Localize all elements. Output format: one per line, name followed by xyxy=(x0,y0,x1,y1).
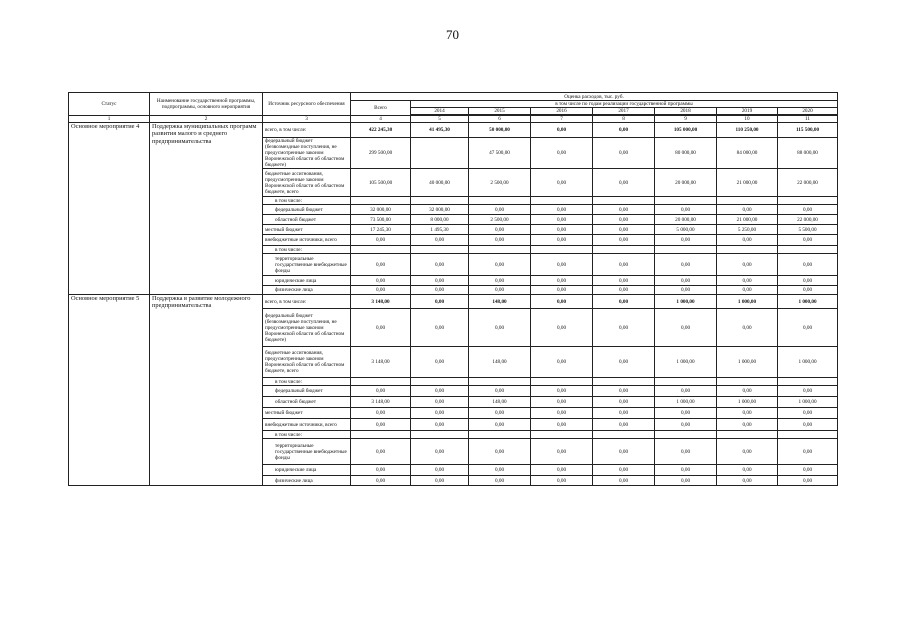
value-cell xyxy=(717,246,778,254)
value-cell xyxy=(593,197,655,205)
value-cell: 0,00 xyxy=(469,386,531,397)
value-cell: 0,00 xyxy=(655,465,717,476)
value-cell xyxy=(351,246,411,254)
value-cell: 0,00 xyxy=(469,286,531,295)
value-cell: 0,00 xyxy=(469,465,531,476)
value-cell: 2 500,00 xyxy=(469,169,531,197)
value-cell: 8 000,00 xyxy=(411,215,469,225)
value-cell: 0,00 xyxy=(411,386,469,397)
value-cell: 0,00 xyxy=(778,386,838,397)
value-cell xyxy=(593,378,655,386)
value-cell: 0,00 xyxy=(778,476,838,486)
value-cell: 0,00 xyxy=(411,347,469,378)
value-cell: 110 250,00 xyxy=(717,123,778,138)
value-cell: 0,00 xyxy=(593,235,655,246)
value-cell: 0,00 xyxy=(469,235,531,246)
value-cell xyxy=(531,431,593,439)
value-cell xyxy=(593,431,655,439)
value-cell: 0,00 xyxy=(351,309,411,347)
value-cell: 0,00 xyxy=(469,205,531,215)
value-cell: 5 500,00 xyxy=(778,225,838,235)
value-cell: 0,00 xyxy=(717,286,778,295)
value-cell: 0,00 xyxy=(778,309,838,347)
value-cell: 3 148,00 xyxy=(351,295,411,309)
value-cell xyxy=(717,197,778,205)
value-cell: 0,00 xyxy=(778,408,838,419)
value-cell: 0,00 xyxy=(411,419,469,431)
value-cell xyxy=(655,431,717,439)
value-cell: 0,00 xyxy=(531,476,593,486)
value-cell: 0,00 xyxy=(593,225,655,235)
value-cell: 0,00 xyxy=(593,347,655,378)
value-cell: 105 500,00 xyxy=(351,169,411,197)
value-cell: 0,00 xyxy=(411,476,469,486)
value-cell: 0,00 xyxy=(778,286,838,295)
value-cell xyxy=(469,378,531,386)
table-row xyxy=(69,123,838,138)
value-cell xyxy=(717,378,778,386)
header-year: 2020 xyxy=(778,108,838,115)
value-cell: 0,00 xyxy=(778,439,838,465)
value-cell: 0,00 xyxy=(593,476,655,486)
value-cell xyxy=(531,197,593,205)
value-cell: 0,00 xyxy=(593,419,655,431)
source-label: бюджетные ассигнования, предусмотренные законом Воронежской области об областном бюджете, всего xyxy=(263,169,351,197)
value-cell: 0,00 xyxy=(469,439,531,465)
header-status: Статус xyxy=(69,93,150,116)
value-cell: 40 000,00 xyxy=(411,169,469,197)
value-cell: 0,00 xyxy=(531,138,593,169)
value-cell: 0,00 xyxy=(655,205,717,215)
value-cell xyxy=(778,197,838,205)
header-year: 2014 xyxy=(411,108,469,115)
source-label: территориальные государственные внебюджетные фонды xyxy=(263,254,351,276)
value-cell: 32 000,00 xyxy=(351,205,411,215)
section-name: Поддержка в развитие молодежного предпринимательства xyxy=(150,295,263,486)
col-number: 11 xyxy=(778,116,838,123)
value-cell: 0,00 xyxy=(778,235,838,246)
value-cell: 0,00 xyxy=(531,276,593,286)
source-label: в том числе: xyxy=(263,197,351,205)
value-cell: 299 500,00 xyxy=(351,138,411,169)
header-year: 2018 xyxy=(655,108,717,115)
value-cell xyxy=(655,246,717,254)
source-label: федеральный бюджет xyxy=(263,205,351,215)
value-cell: 0,00 xyxy=(411,408,469,419)
value-cell: 148,00 xyxy=(469,347,531,378)
value-cell: 0,00 xyxy=(411,286,469,295)
value-cell: 22 000,00 xyxy=(778,215,838,225)
source-label: внебюджетные источники, всего xyxy=(263,235,351,246)
source-label: юридические лица xyxy=(263,276,351,286)
value-cell: 0,00 xyxy=(717,205,778,215)
section-name: Поддержка муниципальных программ развития малого и среднего предпринимательства xyxy=(150,123,263,295)
value-cell: 0,00 xyxy=(655,408,717,419)
value-cell: 84 000,00 xyxy=(717,138,778,169)
value-cell: 1 000,00 xyxy=(778,397,838,408)
source-label: местный бюджет xyxy=(263,408,351,419)
value-cell: 0,00 xyxy=(531,169,593,197)
value-cell: 0,00 xyxy=(593,254,655,276)
value-cell: 0,00 xyxy=(531,408,593,419)
value-cell: 0,00 xyxy=(469,408,531,419)
col-number: 3 xyxy=(263,116,351,123)
value-cell: 0,00 xyxy=(655,235,717,246)
section-status: Основное мероприятие 4 xyxy=(69,123,150,295)
col-number: 8 xyxy=(593,116,655,123)
value-cell xyxy=(411,197,469,205)
table-row xyxy=(69,295,838,309)
value-cell xyxy=(351,378,411,386)
col-number: 7 xyxy=(531,116,593,123)
section-status: Основное мероприятие 5 xyxy=(69,295,150,486)
value-cell: 0,00 xyxy=(351,419,411,431)
source-label: в том числе: xyxy=(263,246,351,254)
value-cell: 115 500,00 xyxy=(778,123,838,138)
value-cell: 0,00 xyxy=(778,419,838,431)
value-cell: 105 000,00 xyxy=(655,123,717,138)
value-cell: 0,00 xyxy=(351,408,411,419)
value-cell: 0,00 xyxy=(593,215,655,225)
value-cell: 0,00 xyxy=(531,386,593,397)
value-cell: 0,00 xyxy=(531,205,593,215)
header-year: 2016 xyxy=(531,108,593,115)
value-cell: 0,00 xyxy=(717,419,778,431)
value-cell: 0,00 xyxy=(531,347,593,378)
value-cell: 0,00 xyxy=(531,254,593,276)
header-estimate: Оценка расходов, тыс. руб. xyxy=(351,93,838,101)
value-cell xyxy=(778,246,838,254)
source-label: юридические лица xyxy=(263,465,351,476)
value-cell: 80 000,00 xyxy=(655,138,717,169)
value-cell: 0,00 xyxy=(717,465,778,476)
value-cell: 1 000,00 xyxy=(655,295,717,309)
value-cell: 0,00 xyxy=(531,439,593,465)
value-cell: 0,00 xyxy=(655,439,717,465)
value-cell: 1 000,00 xyxy=(655,347,717,378)
value-cell: 148,00 xyxy=(469,397,531,408)
value-cell: 0,00 xyxy=(531,286,593,295)
value-cell xyxy=(411,431,469,439)
budget-table xyxy=(68,92,838,486)
value-cell: 73 500,00 xyxy=(351,215,411,225)
value-cell: 0,00 xyxy=(655,386,717,397)
value-cell: 0,00 xyxy=(717,476,778,486)
source-label: федеральный бюджет (безвозмездные поступления, не предусмотренные законом Воронежской области об областном бюджете) xyxy=(263,309,351,347)
header-source: Источник ресурсного обеспечения xyxy=(263,93,351,116)
value-cell: 0,00 xyxy=(593,408,655,419)
value-cell: 32 000,00 xyxy=(411,205,469,215)
value-cell: 50 000,00 xyxy=(469,123,531,138)
header-name: Наименование государственной программы, подпрограммы, основного мероприятия xyxy=(150,93,263,116)
value-cell: 1 000,00 xyxy=(717,397,778,408)
value-cell: 0,00 xyxy=(351,465,411,476)
header-year: 2019 xyxy=(717,108,778,115)
value-cell: 422 245,30 xyxy=(351,123,411,138)
value-cell: 0,00 xyxy=(717,439,778,465)
value-cell: 0,00 xyxy=(655,276,717,286)
source-label: федеральный бюджет xyxy=(263,386,351,397)
value-cell: 0,00 xyxy=(531,235,593,246)
value-cell: 5 250,00 xyxy=(717,225,778,235)
value-cell: 0,00 xyxy=(469,309,531,347)
value-cell: 5 000,00 xyxy=(655,225,717,235)
value-cell xyxy=(469,197,531,205)
col-number: 5 xyxy=(411,116,469,123)
value-cell: 0,00 xyxy=(531,123,593,138)
value-cell: 0,00 xyxy=(655,286,717,295)
value-cell: 20 000,00 xyxy=(655,169,717,197)
value-cell: 0,00 xyxy=(593,295,655,309)
source-label: бюджетные ассигнования, предусмотренные законом Воронежской области об областном бюджете, всего xyxy=(263,347,351,378)
source-label: в том числе: xyxy=(263,378,351,386)
header-total: Всего xyxy=(351,101,411,116)
value-cell: 0,00 xyxy=(593,439,655,465)
value-cell: 0,00 xyxy=(717,254,778,276)
value-cell: 0,00 xyxy=(469,419,531,431)
value-cell: 0,00 xyxy=(531,397,593,408)
value-cell: 0,00 xyxy=(593,205,655,215)
source-label: местный бюджет xyxy=(263,225,351,235)
value-cell: 0,00 xyxy=(593,286,655,295)
value-cell xyxy=(778,431,838,439)
value-cell: 0,00 xyxy=(717,309,778,347)
value-cell: 0,00 xyxy=(778,205,838,215)
value-cell xyxy=(778,378,838,386)
value-cell: 0,00 xyxy=(411,276,469,286)
value-cell: 0,00 xyxy=(717,276,778,286)
value-cell: 0,00 xyxy=(351,286,411,295)
value-cell: 0,00 xyxy=(411,397,469,408)
value-cell: 20 000,00 xyxy=(655,215,717,225)
col-number: 9 xyxy=(655,116,717,123)
value-cell: 0,00 xyxy=(531,465,593,476)
value-cell: 0,00 xyxy=(351,439,411,465)
value-cell: 0,00 xyxy=(531,419,593,431)
col-number: 4 xyxy=(351,116,411,123)
value-cell: 0,00 xyxy=(655,254,717,276)
value-cell: 0,00 xyxy=(593,309,655,347)
value-cell: 21 000,00 xyxy=(717,169,778,197)
col-number: 1 xyxy=(69,116,150,123)
value-cell: 0,00 xyxy=(655,476,717,486)
col-number: 10 xyxy=(717,116,778,123)
value-cell: 1 000,00 xyxy=(717,347,778,378)
value-cell: 0,00 xyxy=(351,476,411,486)
value-cell xyxy=(531,378,593,386)
value-cell: 1 000,00 xyxy=(778,347,838,378)
value-cell xyxy=(469,246,531,254)
value-cell xyxy=(717,431,778,439)
source-label: федеральный бюджет (безвозмездные поступления, не предусмотренные законом Воронежской области об областном бюджете) xyxy=(263,138,351,169)
value-cell: 0,00 xyxy=(469,225,531,235)
value-cell: 0,00 xyxy=(593,397,655,408)
value-cell: 0,00 xyxy=(531,309,593,347)
value-cell: 0,00 xyxy=(411,254,469,276)
source-label: в том числе: xyxy=(263,431,351,439)
value-cell: 148,00 xyxy=(469,295,531,309)
value-cell: 0,00 xyxy=(717,235,778,246)
value-cell: 88 000,00 xyxy=(778,138,838,169)
value-cell: 0,00 xyxy=(411,295,469,309)
value-cell: 0,00 xyxy=(593,386,655,397)
value-cell xyxy=(593,246,655,254)
value-cell: 17 245,30 xyxy=(351,225,411,235)
value-cell: 0,00 xyxy=(531,215,593,225)
value-cell: 0,00 xyxy=(469,476,531,486)
source-label: внебюджетные источники, всего xyxy=(263,419,351,431)
value-cell xyxy=(351,197,411,205)
page-number: 70 xyxy=(446,27,459,42)
value-cell xyxy=(411,246,469,254)
source-label: территориальные государственные внебюджетные фонды xyxy=(263,439,351,465)
value-cell: 47 500,00 xyxy=(469,138,531,169)
value-cell: 0,00 xyxy=(778,276,838,286)
value-cell xyxy=(531,246,593,254)
value-cell: 0,00 xyxy=(411,465,469,476)
value-cell: 41 495,30 xyxy=(411,123,469,138)
value-cell: 0,00 xyxy=(593,465,655,476)
value-cell: 0,00 xyxy=(593,169,655,197)
value-cell: 0,00 xyxy=(778,254,838,276)
value-cell: 0,00 xyxy=(351,276,411,286)
value-cell: 1 495,30 xyxy=(411,225,469,235)
value-cell: 0,00 xyxy=(593,123,655,138)
source-label: областной бюджет xyxy=(263,215,351,225)
value-cell: 1 000,00 xyxy=(717,295,778,309)
header-year: 2017 xyxy=(593,108,655,115)
value-cell: 0,00 xyxy=(717,386,778,397)
source-label: всего, в том числе: xyxy=(263,123,351,138)
value-cell: 3 148,00 xyxy=(351,347,411,378)
source-label: всего, в том числе: xyxy=(263,295,351,309)
value-cell: 0,00 xyxy=(351,386,411,397)
value-cell: 1 000,00 xyxy=(655,397,717,408)
value-cell: 0,00 xyxy=(655,419,717,431)
value-cell: 0,00 xyxy=(351,254,411,276)
value-cell: 0,00 xyxy=(531,295,593,309)
value-cell: 0,00 xyxy=(411,439,469,465)
value-cell xyxy=(411,378,469,386)
col-number: 2 xyxy=(150,116,263,123)
source-label: физические лица xyxy=(263,476,351,486)
value-cell: 0,00 xyxy=(778,465,838,476)
value-cell xyxy=(351,431,411,439)
value-cell: 0,00 xyxy=(469,254,531,276)
value-cell xyxy=(655,197,717,205)
value-cell xyxy=(411,138,469,169)
value-cell xyxy=(655,378,717,386)
col-number: 6 xyxy=(469,116,531,123)
value-cell: 0,00 xyxy=(593,138,655,169)
value-cell: 0,00 xyxy=(351,235,411,246)
source-label: физические лица xyxy=(263,286,351,295)
value-cell: 0,00 xyxy=(531,225,593,235)
header-year: 2015 xyxy=(469,108,531,115)
value-cell: 0,00 xyxy=(411,235,469,246)
value-cell: 0,00 xyxy=(717,408,778,419)
value-cell: 3 148,00 xyxy=(351,397,411,408)
value-cell: 22 000,00 xyxy=(778,169,838,197)
value-cell: 0,00 xyxy=(411,309,469,347)
value-cell: 21 000,00 xyxy=(717,215,778,225)
header-by-years: в том числе по годам реализации государственной программы xyxy=(411,101,838,108)
value-cell: 1 000,00 xyxy=(778,295,838,309)
value-cell: 0,00 xyxy=(593,276,655,286)
value-cell: 2 500,00 xyxy=(469,215,531,225)
source-label: областной бюджет xyxy=(263,397,351,408)
value-cell: 0,00 xyxy=(655,309,717,347)
value-cell: 0,00 xyxy=(469,276,531,286)
value-cell xyxy=(469,431,531,439)
